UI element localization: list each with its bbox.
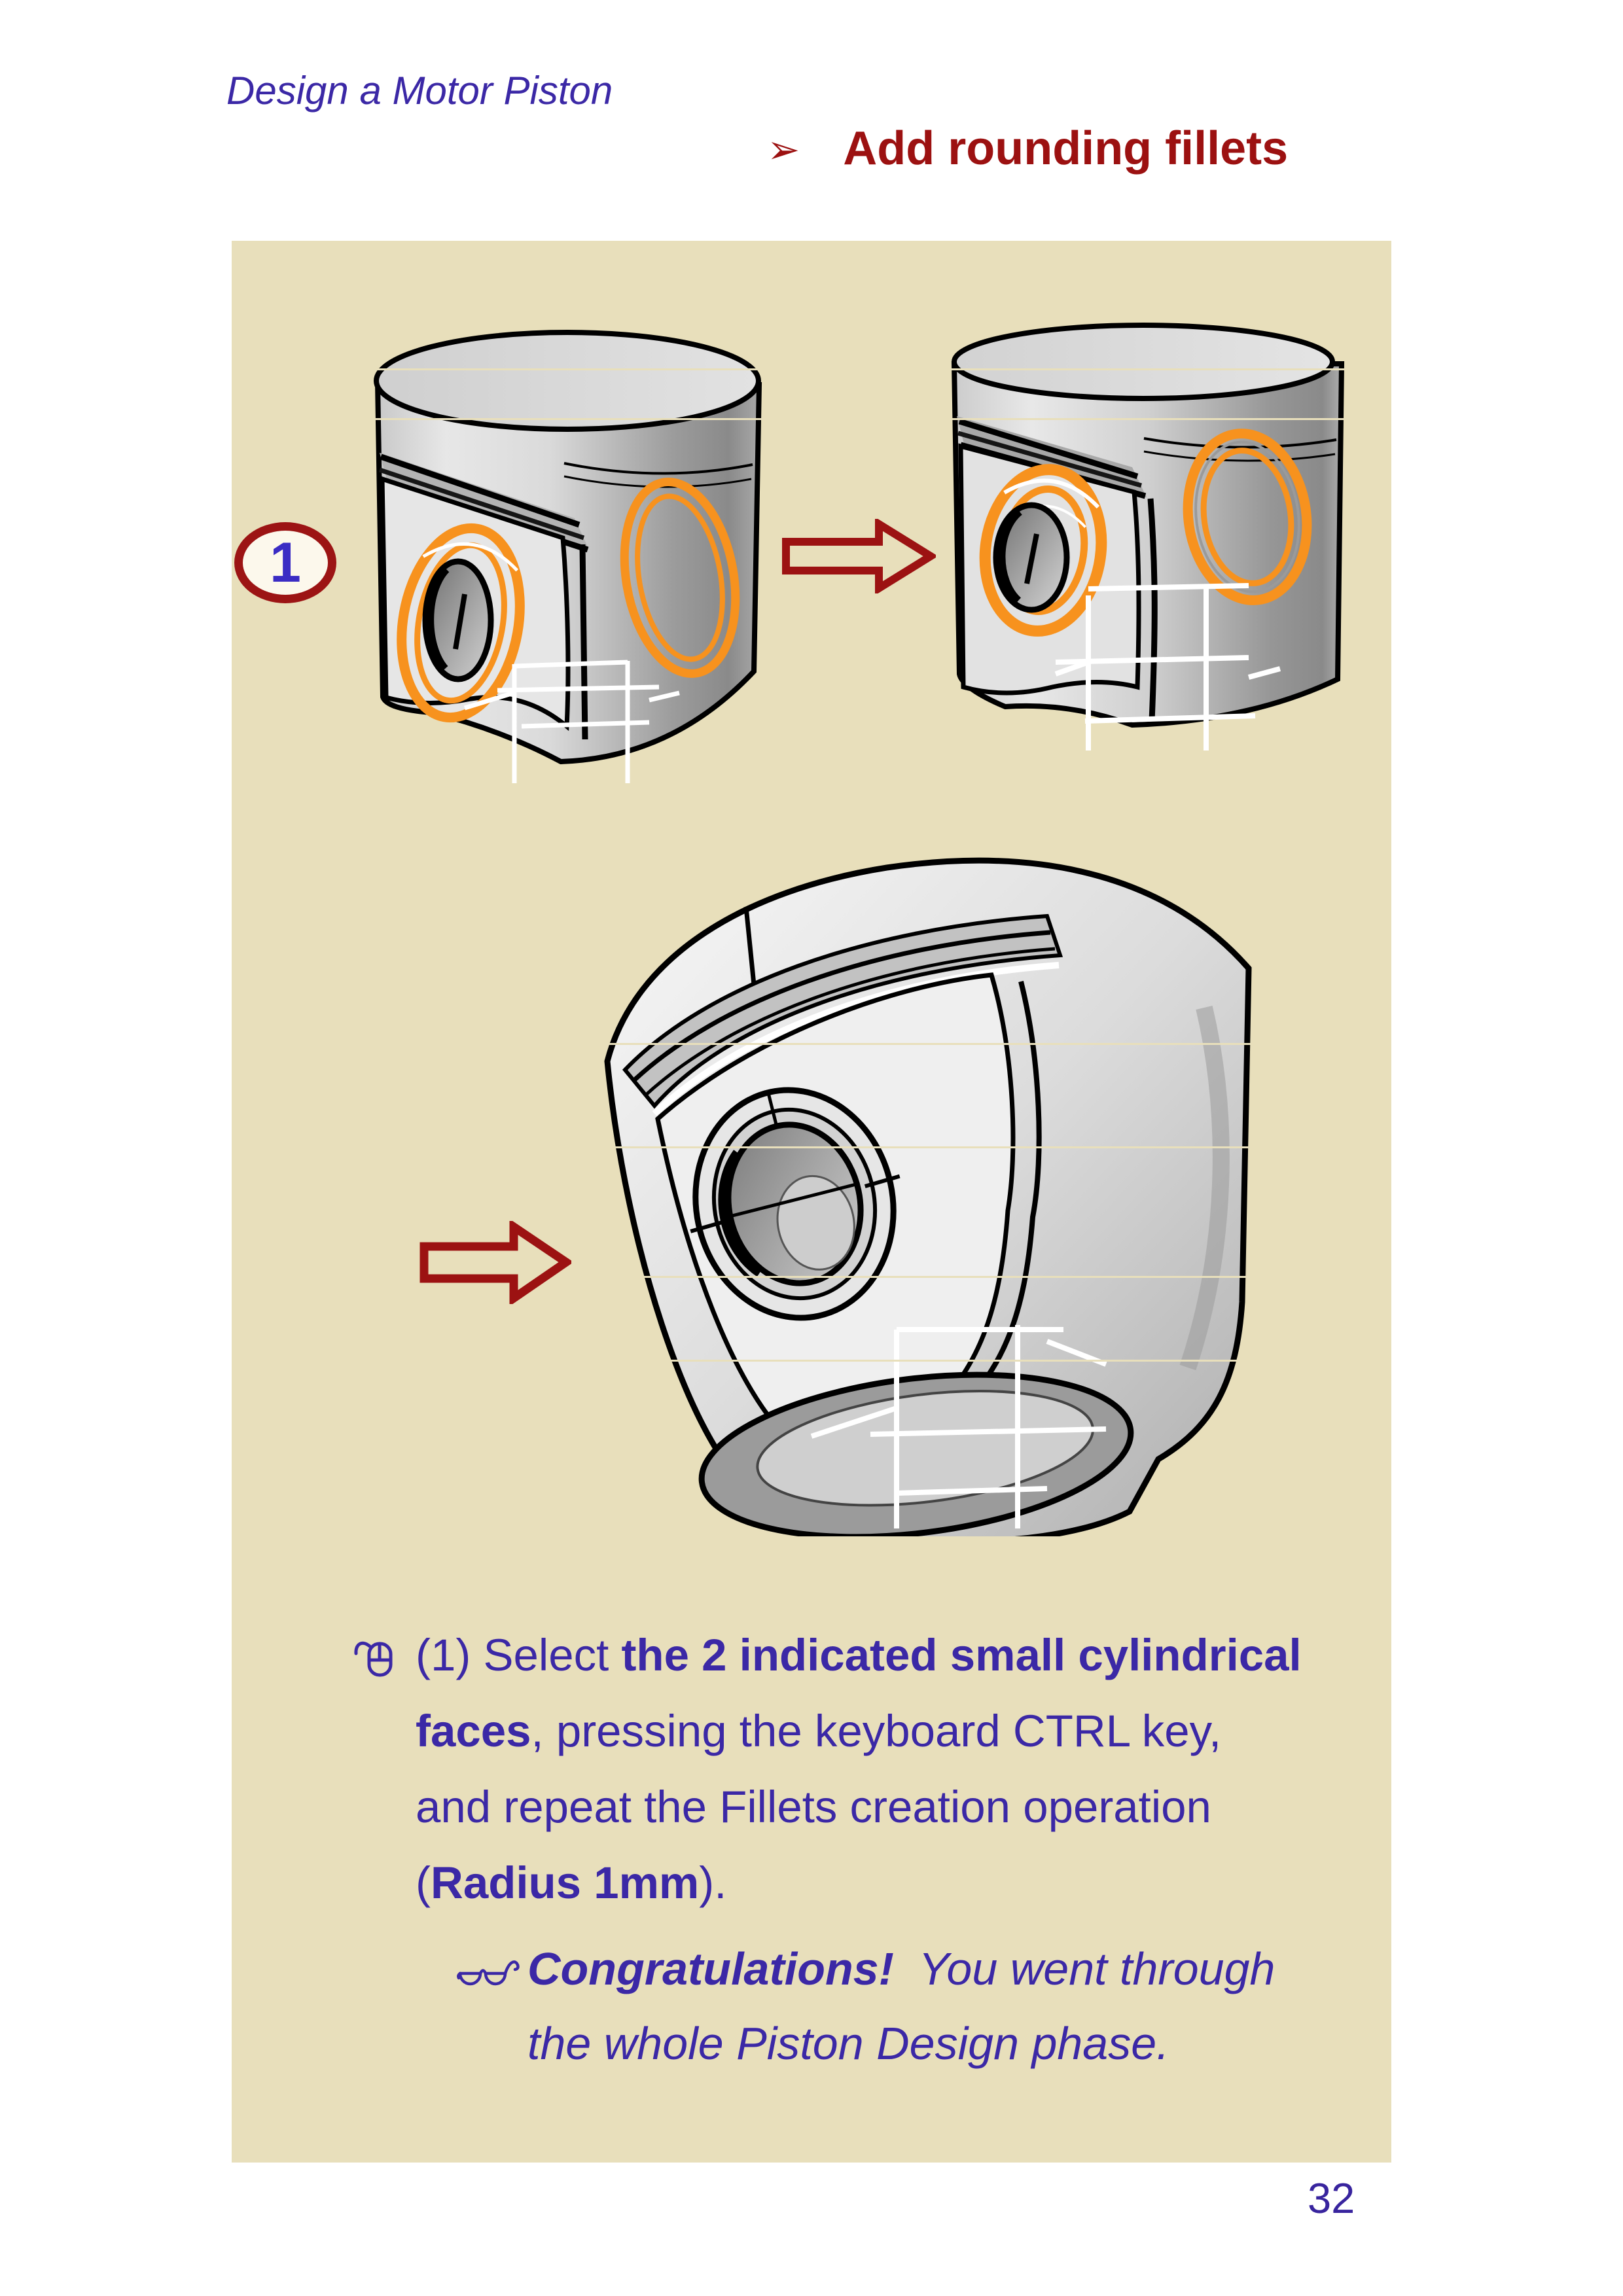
scanline (589, 1043, 1263, 1045)
document-title: Design a Motor Piston (226, 69, 613, 113)
reading-glasses-icon (457, 1954, 520, 1990)
piston-after-image (948, 321, 1348, 752)
scanline (589, 1146, 1263, 1148)
page-number: 32 (1308, 2174, 1355, 2222)
section-heading (767, 122, 1288, 175)
pin-bore (996, 505, 1067, 610)
arrow-right-icon (781, 519, 936, 593)
congratulations-text: Congratulations! You went through the whole Piston Design phase. (527, 1943, 1275, 2069)
scanline (589, 1276, 1263, 1278)
section-heading-label: Add rounding fillets (843, 122, 1289, 175)
figure-panel (232, 241, 1391, 2163)
piston-before-image (366, 308, 769, 785)
piston-closeup-image (589, 844, 1263, 1536)
scanline (366, 418, 1348, 420)
scanline (589, 1360, 1263, 1362)
pin-bore (425, 561, 491, 679)
mouse-icon (353, 1639, 394, 1678)
step-1-badge (234, 522, 336, 603)
arrowhead-bullet-icon: ➢ (767, 127, 800, 173)
scanline (366, 368, 1348, 370)
arrow-right-icon (419, 1221, 571, 1304)
step-number: 1 (270, 531, 301, 594)
instruction-text: (1) Select the 2 indicated small cylindrical faces, pressing the keyboard CTRL key, and repeat the Fillets creation operation (Radius 1mm). (416, 1630, 1302, 1908)
